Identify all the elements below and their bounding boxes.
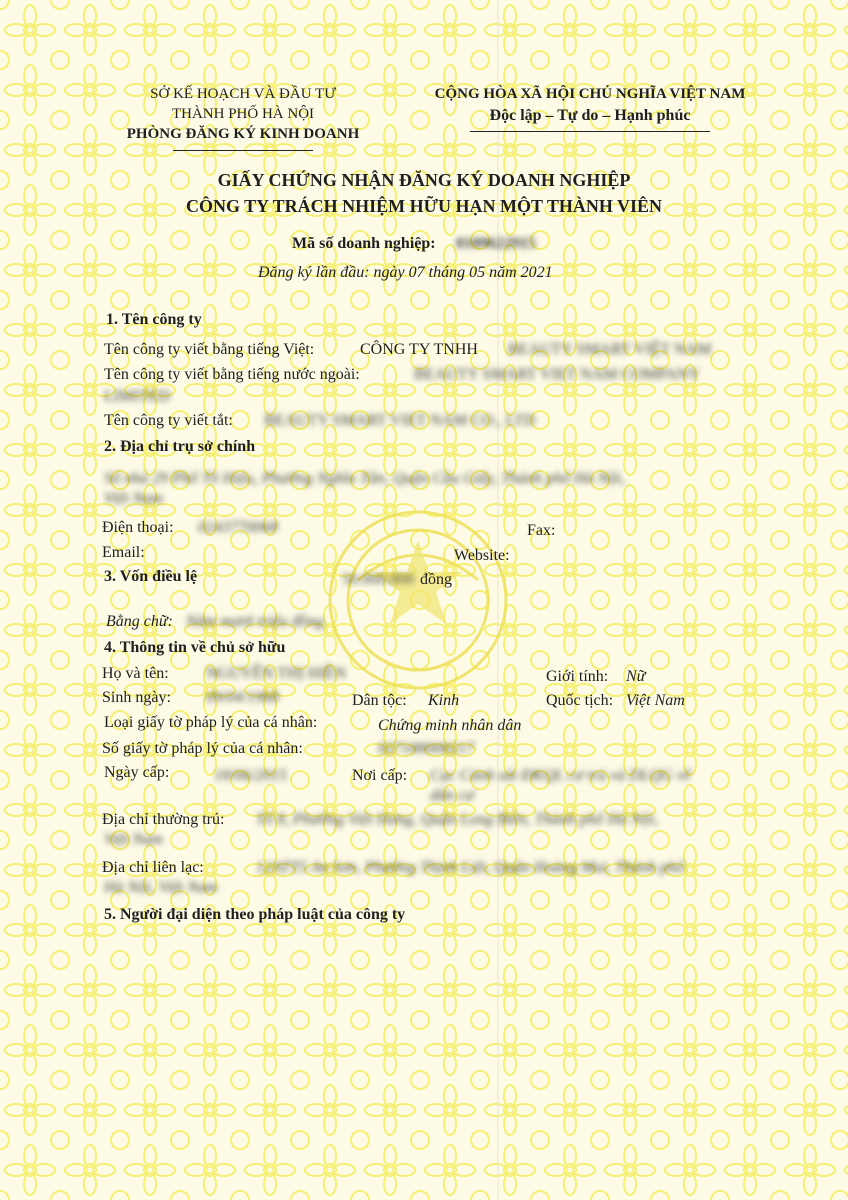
contact-address-value: 12ATT5 An Sơn, Phường Thịnh Liệt, Quận Hoàng Mai, Thành phố	[256, 859, 685, 876]
owner-name-value: NGUYỄN THỊ HIỀN	[206, 665, 347, 682]
section3-heading: 3. Vốn điều lệ	[104, 568, 198, 585]
capital-unit: đồng	[420, 571, 452, 588]
foreign-name-value-2: LIMITED	[104, 388, 170, 405]
vn-name-value: BEAUTY SMART VIỆT NAM	[508, 341, 712, 358]
section1-heading: 1. Tên công ty	[106, 311, 202, 328]
address-line1: Số nhà 29 Phố Tô Hiệu, Phường Nghĩa Tân, Quận Cầu Giấy, Thành phố Hà Nội,	[104, 470, 625, 487]
motto: Độc lập – Tự do – Hạnh phúc	[489, 107, 691, 124]
gender-value: Nữ	[626, 668, 646, 685]
document-subtitle: CÔNG TY TRÁCH NHIỆM HỮU HẠN MỘT THÀNH VIÊN	[185, 196, 663, 216]
permanent-address-label: Địa chỉ thường trú:	[102, 811, 225, 828]
id-type-label: Loại giấy tờ pháp lý của cá nhân:	[104, 714, 318, 731]
capital-words-value: Năm mươi triệu đồng	[186, 613, 324, 630]
phone-value: 0243770068	[198, 519, 278, 536]
email-label: Email:	[102, 544, 145, 561]
first-registration-date: Đăng ký lần đầu: ngày 07 tháng 05 năm 2021	[258, 264, 553, 281]
short-name-value: BEAUTY SMART VIET NAM CO., LTD	[264, 412, 536, 429]
vn-name-prefix: CÔNG TY TNHH	[360, 341, 478, 358]
capital-value: 50.000.000	[342, 571, 414, 588]
permanent-address-value-2: Việt Nam	[104, 831, 163, 848]
short-name-label: Tên công ty viết tắt:	[104, 412, 233, 429]
document-title: GIẤY CHỨNG NHẬN ĐĂNG KÝ DOANH NGHIỆP	[217, 170, 631, 190]
issue-date-label: Ngày cấp:	[104, 764, 170, 781]
permanent-address-value: Tổ 8, Phường Việt Hưng, Quận Long Biên, Thành phố Hà Nội,	[256, 811, 659, 828]
fax-label: Fax:	[527, 522, 556, 539]
foreign-name-label: Tên công ty viết bằng tiếng nước ngoài:	[104, 366, 360, 383]
authority-line2: THÀNH PHỐ HÀ NỘI	[171, 106, 315, 122]
contact-address-value-2: Hà Nội, Việt Nam	[104, 879, 218, 896]
id-type-value: Chứng minh nhân dân	[378, 717, 522, 734]
vn-name-label: Tên công ty viết bằng tiếng Việt:	[104, 341, 315, 358]
nationality-value: Việt Nam	[626, 692, 685, 709]
website-label: Website:	[454, 547, 510, 564]
issue-place-label: Nơi cấp:	[352, 767, 408, 784]
foreign-name-value: BEAUTY SMART VIET NAM COMPANY	[414, 366, 700, 383]
address-line2: Việt Nam	[104, 490, 163, 507]
dob-label: Sinh ngày:	[102, 689, 171, 706]
id-number-value: 027188000217	[378, 740, 474, 757]
issue-date-value: 18/06/2015	[214, 767, 287, 784]
ethnic-label: Dân tộc:	[352, 692, 407, 709]
enterprise-code-label: Mã số doanh nghiệp:	[292, 235, 436, 252]
id-number-label: Số giấy tờ pháp lý của cá nhân:	[102, 740, 303, 757]
issuing-authority	[108, 84, 378, 144]
country-name: CỘNG HÒA XÃ HỘI CHỦ NGHĨA VIỆT NAM	[434, 86, 746, 102]
gender-label: Giới tính:	[546, 668, 609, 685]
section4-heading: 4. Thông tin về chủ sở hữu	[104, 639, 286, 656]
issue-place-value-2: dân cư	[430, 787, 474, 804]
dob-value: 09/04/1968	[206, 689, 279, 706]
contact-address-label: Địa chỉ liên lạc:	[102, 859, 204, 876]
issue-place-value: Cục Cảnh sát ĐKQL cư trú và DLQG về	[430, 767, 691, 784]
section2-heading: 2. Địa chỉ trụ sở chính	[104, 438, 256, 455]
authority-underline	[173, 150, 313, 151]
section5-heading: 5. Người đại diện theo pháp luật của công ty	[104, 906, 406, 923]
phone-label: Điện thoại:	[102, 519, 174, 536]
nationality-label: Quốc tịch:	[546, 692, 614, 709]
national-motto	[410, 84, 770, 126]
motto-underline	[470, 131, 710, 132]
ethnic-value: Kinh	[428, 692, 460, 709]
owner-name-label: Họ và tên:	[102, 665, 169, 682]
authority-line1: SỞ KẾ HOẠCH VÀ ĐẦU TƯ	[150, 86, 336, 102]
capital-words-label: Bằng chữ:	[106, 613, 173, 630]
enterprise-code-value: 0109622915	[456, 235, 536, 252]
authority-line3: PHÒNG ĐĂNG KÝ KINH DOANH	[126, 126, 360, 142]
